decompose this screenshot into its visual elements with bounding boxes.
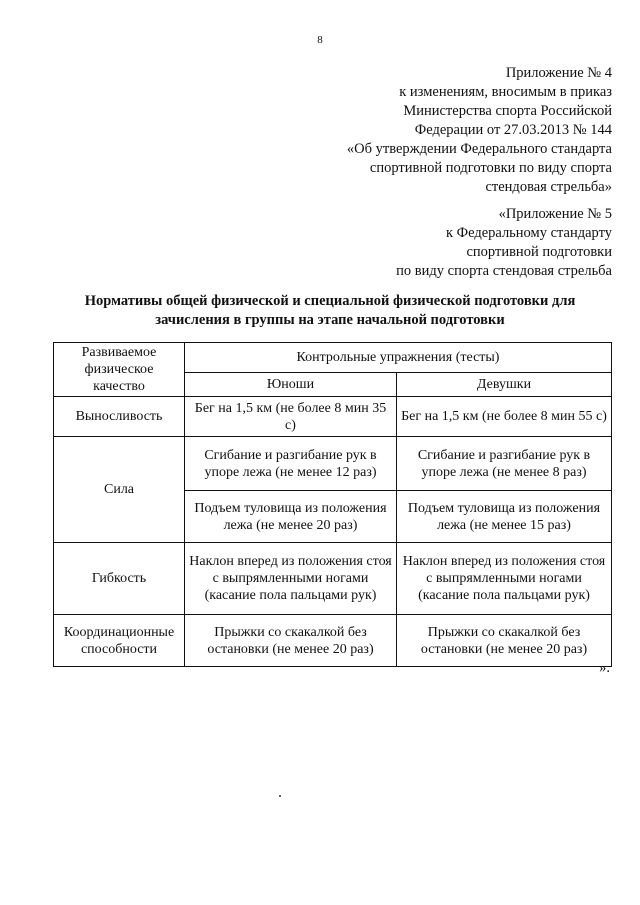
quality-cell: Выносливость: [54, 397, 185, 437]
annex-4-header: [347, 64, 612, 197]
boys-test-cell: Прыжки со скакалкой без остановки (не менее 20 раз): [185, 615, 397, 667]
header-boys: Юноши: [185, 372, 397, 396]
annex-line: спортивной подготовки по виду спорта: [369, 160, 612, 176]
girls-test-cell: Сгибание и разгибание рук в упоре лежа (не менее 8 раз): [397, 437, 612, 491]
header-tests: Контрольные упражнения (тесты): [185, 343, 612, 373]
document-title: [40, 292, 620, 330]
quality-cell: Сила: [54, 437, 185, 543]
annex-line: Министерства спорта Российской: [403, 103, 612, 119]
boys-test-cell: Подъем туловища из положения лежа (не менее 20 раз): [185, 491, 397, 543]
annex-line: спортивной подготовки: [466, 244, 612, 260]
girls-test-cell: Подъем туловища из положения лежа (не менее 15 раз): [397, 491, 612, 543]
girls-test-cell: Прыжки со скакалкой без остановки (не менее 20 раз): [397, 615, 612, 667]
boys-test-cell: Сгибание и разгибание рук в упоре лежа (не менее 12 раз): [185, 437, 397, 491]
annex-line: к Федеральному стандарту: [445, 225, 612, 241]
header-girls: Девушки: [397, 372, 612, 396]
quality-cell: Гибкость: [54, 543, 185, 615]
annex-line: Федерации от 27.03.2013 № 144: [414, 122, 612, 138]
girls-test-cell: Бег на 1,5 км (не более 8 мин 55 с): [397, 397, 612, 437]
annex-line: стендовая стрельба»: [485, 179, 612, 195]
annex-line: «Приложение № 5: [498, 206, 612, 222]
quality-cell: Координационные способности: [54, 615, 185, 667]
annex-line: «Об утверждении Федерального стандарта: [346, 141, 612, 157]
boys-test-cell: Бег на 1,5 км (не более 8 мин 35 с): [185, 397, 397, 437]
boys-test-cell: Наклон вперед из положения стоя с выпрямленными ногами (касание пола пальцами рук): [185, 543, 397, 615]
scan-speck: [279, 795, 281, 797]
annex-line: по виду спорта стендовая стрельба: [396, 263, 612, 279]
annex-line: Приложение № 4: [505, 65, 612, 81]
page-number: 8: [317, 34, 323, 46]
girls-test-cell: Наклон вперед из положения стоя с выпрямленными ногами (касание пола пальцами рук): [397, 543, 612, 615]
title-line: зачисления в группы на этапе начальной подготовки: [155, 312, 505, 328]
annex-line: к изменениям, вносимым в приказ: [399, 84, 612, 100]
header-quality: Развиваемое физическое качество: [54, 343, 185, 397]
closing-quote: ».: [599, 660, 610, 676]
norms-table: [53, 342, 612, 667]
annex-5-header: [396, 205, 612, 281]
title-line: Нормативы общей физической и специальной физической подготовки для: [84, 293, 576, 309]
